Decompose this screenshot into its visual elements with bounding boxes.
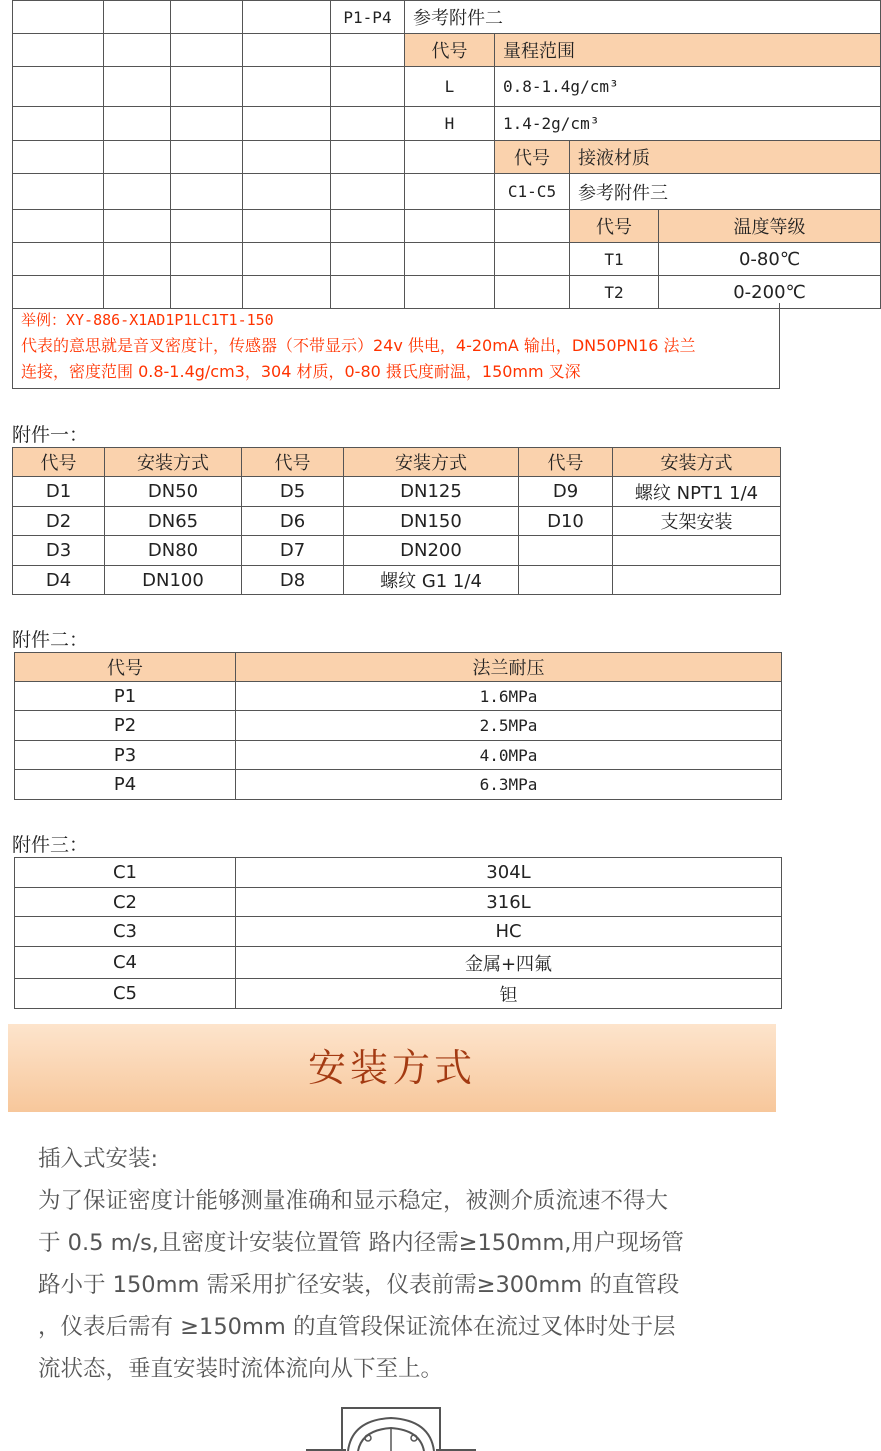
code-cell: P1-P4 — [331, 1, 405, 34]
table-cell: C5 — [15, 979, 236, 1009]
table-row — [15, 858, 782, 888]
appendix3-table — [14, 857, 782, 1009]
table-cell — [519, 536, 613, 566]
table-row — [13, 566, 781, 595]
table-cell: C2 — [15, 888, 236, 917]
table-cell: P2 — [15, 711, 236, 741]
code-cell: T2 — [570, 276, 659, 309]
table-row — [15, 979, 782, 1009]
table-cell: 2.5MPa — [236, 711, 782, 741]
table-cell: D10 — [519, 507, 613, 536]
appendix2-table — [14, 652, 782, 800]
table-cell: D7 — [242, 536, 344, 566]
table-cell: D3 — [13, 536, 105, 566]
table-cell: P1 — [15, 682, 236, 711]
header-install: 安装方式 — [344, 448, 519, 477]
table-row — [15, 947, 782, 979]
install-heading: 插入式安装: — [38, 1146, 159, 1172]
table-cell: 螺纹 G1 1/4 — [344, 566, 519, 595]
table-cell: DN100 — [105, 566, 242, 595]
header-code: 代号 — [13, 448, 105, 477]
example-code: 举例：XY-886-X1AD1P1LC1T1-150 — [21, 311, 274, 329]
table-cell: C3 — [15, 917, 236, 947]
device-drawing — [306, 1406, 476, 1451]
table-cell: 6.3MPa — [236, 770, 782, 800]
table-cell: 螺纹 NPT1 1/4 — [613, 477, 781, 507]
install-text-line: ，仪表后需有 ≥150mm 的直管段保证流体在流过叉体时处于层 — [38, 1314, 676, 1340]
section-title: 安装方式 — [307, 1046, 476, 1090]
desc-cell: 0.8-1.4g/cm³ — [495, 67, 881, 107]
code-cell: L — [405, 67, 495, 107]
desc-cell: 参考附件三 — [570, 174, 881, 210]
table-cell: 304L — [236, 858, 782, 888]
table-cell: D4 — [13, 566, 105, 595]
table-row — [15, 917, 782, 947]
install-text-line: 路小于 150mm 需采用扩径安装，仪表前需≥300mm 的直管段 — [38, 1272, 680, 1298]
table-row — [13, 536, 781, 566]
install-text-line: 于 0.5 m/s,且密度计安装位置管 路内径需≥150mm,用户现场管 — [38, 1230, 684, 1256]
header-install: 安装方式 — [105, 448, 242, 477]
header-code: 代号 — [519, 448, 613, 477]
header-code: 代号 — [570, 210, 659, 243]
table-cell: D2 — [13, 507, 105, 536]
table-cell: DN50 — [105, 477, 242, 507]
header-code: 代号 — [495, 141, 570, 174]
appendix2-label: 附件二： — [12, 629, 89, 651]
table-row — [15, 711, 782, 741]
table-row — [15, 770, 782, 800]
example-explanation-2: 连接，密度范围 0.8-1.4g/cm3，304 材质，0-80 摄氏度耐温，150mm 叉深 — [21, 362, 581, 381]
appendix3-label: 附件三： — [12, 834, 89, 856]
table-cell: D1 — [13, 477, 105, 507]
table-cell: P4 — [15, 770, 236, 800]
header-material: 接液材质 — [570, 141, 881, 174]
table-cell — [613, 536, 781, 566]
table-cell: DN125 — [344, 477, 519, 507]
table-cell: P3 — [15, 741, 236, 770]
code-cell: C1-C5 — [495, 174, 570, 210]
table-cell: 316L — [236, 888, 782, 917]
desc-cell: 1.4-2g/cm³ — [495, 107, 881, 141]
header-temperature: 温度等级 — [659, 210, 881, 243]
table-cell: 金属+四氟 — [236, 947, 782, 979]
example-explanation-1: 代表的意思就是音叉密度计，传感器（不带显示）24v 供电，4-20mA 输出，DN50PN16 法兰 — [21, 336, 696, 355]
table-cell: DN150 — [344, 507, 519, 536]
table-cell: 钽 — [236, 979, 782, 1009]
table-cell: C1 — [15, 858, 236, 888]
table-cell: D8 — [242, 566, 344, 595]
table-cell: DN65 — [105, 507, 242, 536]
section-banner — [8, 1024, 776, 1112]
table-cell: DN200 — [344, 536, 519, 566]
table-row — [15, 682, 782, 711]
table-row — [13, 507, 781, 536]
table-cell: DN80 — [105, 536, 242, 566]
install-description — [38, 1138, 758, 1390]
install-text-line: 为了保证密度计能够测量准确和显示稳定，被测介质流速不得大 — [38, 1188, 669, 1214]
table-cell: 1.6MPa — [236, 682, 782, 711]
header-pressure: 法兰耐压 — [236, 653, 782, 682]
table-cell — [613, 566, 781, 595]
header-code: 代号 — [405, 34, 495, 67]
table-cell: 支架安装 — [613, 507, 781, 536]
code-cell: T1 — [570, 243, 659, 276]
table-cell: HC — [236, 917, 782, 947]
example-box — [12, 303, 780, 389]
appendix1-label: 附件一： — [12, 424, 89, 446]
header-range: 量程范围 — [495, 34, 881, 67]
desc-cell: 0-200℃ — [659, 276, 881, 309]
table-row — [13, 477, 781, 507]
model-code-table — [12, 0, 881, 309]
header-install: 安装方式 — [613, 448, 781, 477]
appendix1-table — [12, 447, 781, 595]
code-cell: H — [405, 107, 495, 141]
table-cell: D5 — [242, 477, 344, 507]
install-text-line: 流状态，垂直安装时流体流向从下至上。 — [38, 1356, 444, 1382]
desc-cell: 0-80℃ — [659, 243, 881, 276]
table-cell: 4.0MPa — [236, 741, 782, 770]
table-row — [15, 888, 782, 917]
table-cell: D6 — [242, 507, 344, 536]
header-code: 代号 — [242, 448, 344, 477]
desc-cell: 参考附件二 — [405, 1, 881, 34]
table-row — [15, 741, 782, 770]
header-code: 代号 — [15, 653, 236, 682]
table-cell: C4 — [15, 947, 236, 979]
table-cell — [519, 566, 613, 595]
table-cell: D9 — [519, 477, 613, 507]
